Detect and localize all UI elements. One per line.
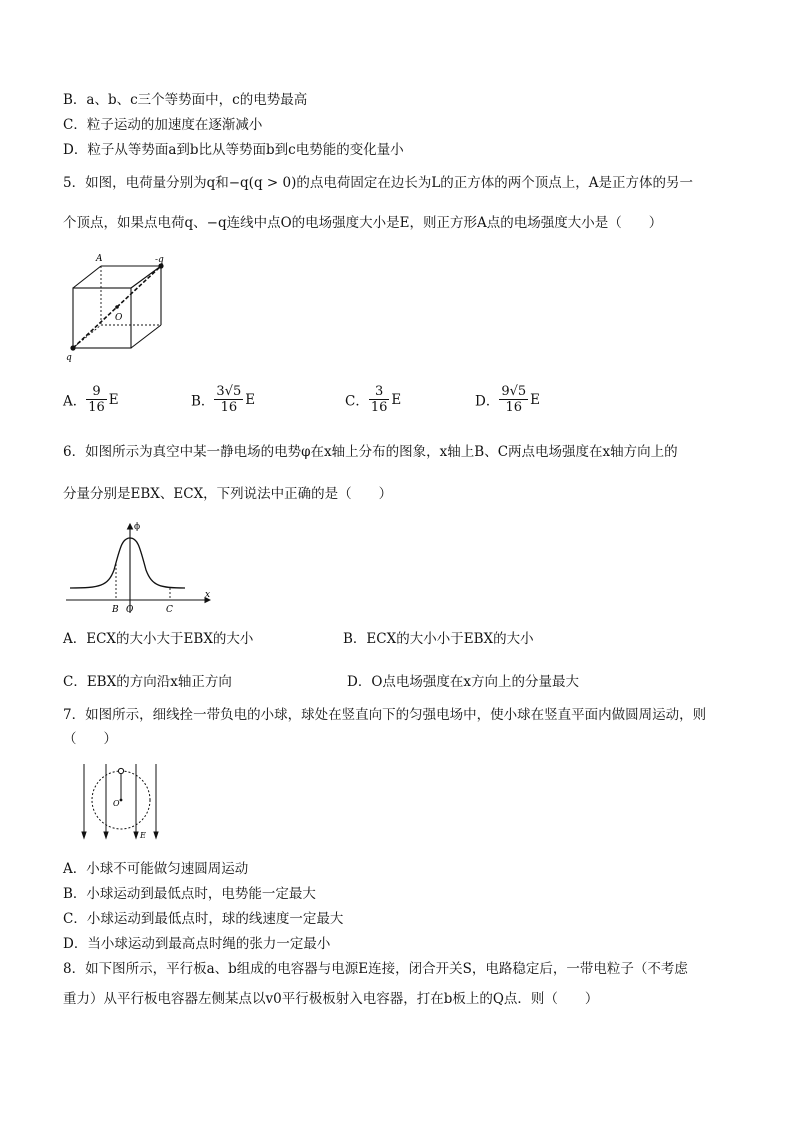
- label-o: O: [115, 313, 123, 323]
- c-label: C: [166, 605, 173, 615]
- q7-circle-figure: [76, 760, 166, 844]
- o-label: O: [113, 799, 120, 808]
- q8-stem-line2: 重力）从平行板电容器左侧某点以v0平行极板射入电容器，打在b板上的Q点．则（ ）: [63, 991, 599, 1007]
- q7-option-c: C．小球运动到最低点时，球的线速度一定最大: [63, 911, 344, 927]
- q6-stem-line2: 分量分别是EBX、ECX，下列说法中正确的是（ ）: [63, 486, 393, 502]
- q6-option-c: C．EBX的方向沿x轴正方向: [63, 674, 232, 690]
- q6-option-a: A．ECX的大小大于EBX的大小: [63, 631, 254, 647]
- q5-option-b: B． $\frac{3√5}{16}$ E: [191, 384, 256, 415]
- label-a: A: [96, 254, 103, 264]
- q4-option-b: B．a、b、c三个等势面中，c的电势最高: [63, 92, 308, 108]
- q4-option-c: C．粒子运动的加速度在逐渐减小: [63, 117, 263, 133]
- center-o: [120, 799, 123, 802]
- q5-cube-figure: [58, 252, 178, 364]
- midpoint-o-dot: [115, 305, 119, 309]
- q4-option-d: D．粒子从等势面a到b比从等势面b到c电势能的变化量小: [63, 142, 404, 158]
- q6-option-b: B．ECX的大小小于EBX的大小: [343, 631, 534, 647]
- x-label: x: [205, 590, 211, 600]
- q5-option-a: A． $\frac{9}{16}$ E: [63, 384, 119, 415]
- q8-stem-line1: 8．如下图所示，平行板a、b组成的电容器与电源E连接，闭合开关S，电路稳定后，一带电粒子（不考虑: [63, 961, 688, 977]
- phi-label: ϕ: [134, 522, 141, 532]
- q5-stem-line1: 5．如图，电荷量分别为q和−q(q > 0)的点电荷固定在边长为L的正方体的两个顶点上，A是正方体的另一: [63, 175, 694, 191]
- q5-option-c: C． $\frac{3}{16}$ E: [345, 384, 402, 415]
- q7-stem-line2: （ ）: [63, 731, 117, 747]
- q6-stem-line1: 6．如图所示为真空中某一静电场的电势φ在x轴上分布的图象，x轴上B、C两点电场强度在x轴方向上的: [63, 444, 678, 460]
- e-label: E: [140, 831, 146, 840]
- o-label: O: [126, 605, 134, 615]
- potential-curve: [70, 538, 185, 588]
- q7-stem-line1: 7．如图所示，细线拴一带负电的小球，球处在竖直向下的匀强电场中，使小球在竖直平面内做圆周运动，则: [63, 707, 707, 723]
- q6-potential-graph: [60, 518, 220, 618]
- ball: [118, 768, 123, 773]
- b-label: B: [112, 605, 119, 615]
- q5-stem-line2: 个顶点，如果点电荷q、−q连线中点O的电场强度大小是E，则正方形A点的电场强度大小是（ ）: [63, 215, 663, 231]
- label-neg-q: -q: [155, 255, 164, 265]
- q5-option-d: D． $\frac{9√5}{16}$ E: [475, 384, 541, 415]
- charge-q-dot: [70, 345, 75, 350]
- q7-option-b: B．小球运动到最低点时，电势能一定最大: [63, 886, 316, 902]
- q7-option-a: A．小球不可能做匀速圆周运动: [63, 861, 249, 877]
- q6-option-d: D．O点电场强度在x方向上的分量最大: [347, 674, 580, 690]
- q7-option-d: D．当小球运动到最高点时绳的张力一定最小: [63, 936, 331, 952]
- label-q: q: [66, 353, 72, 363]
